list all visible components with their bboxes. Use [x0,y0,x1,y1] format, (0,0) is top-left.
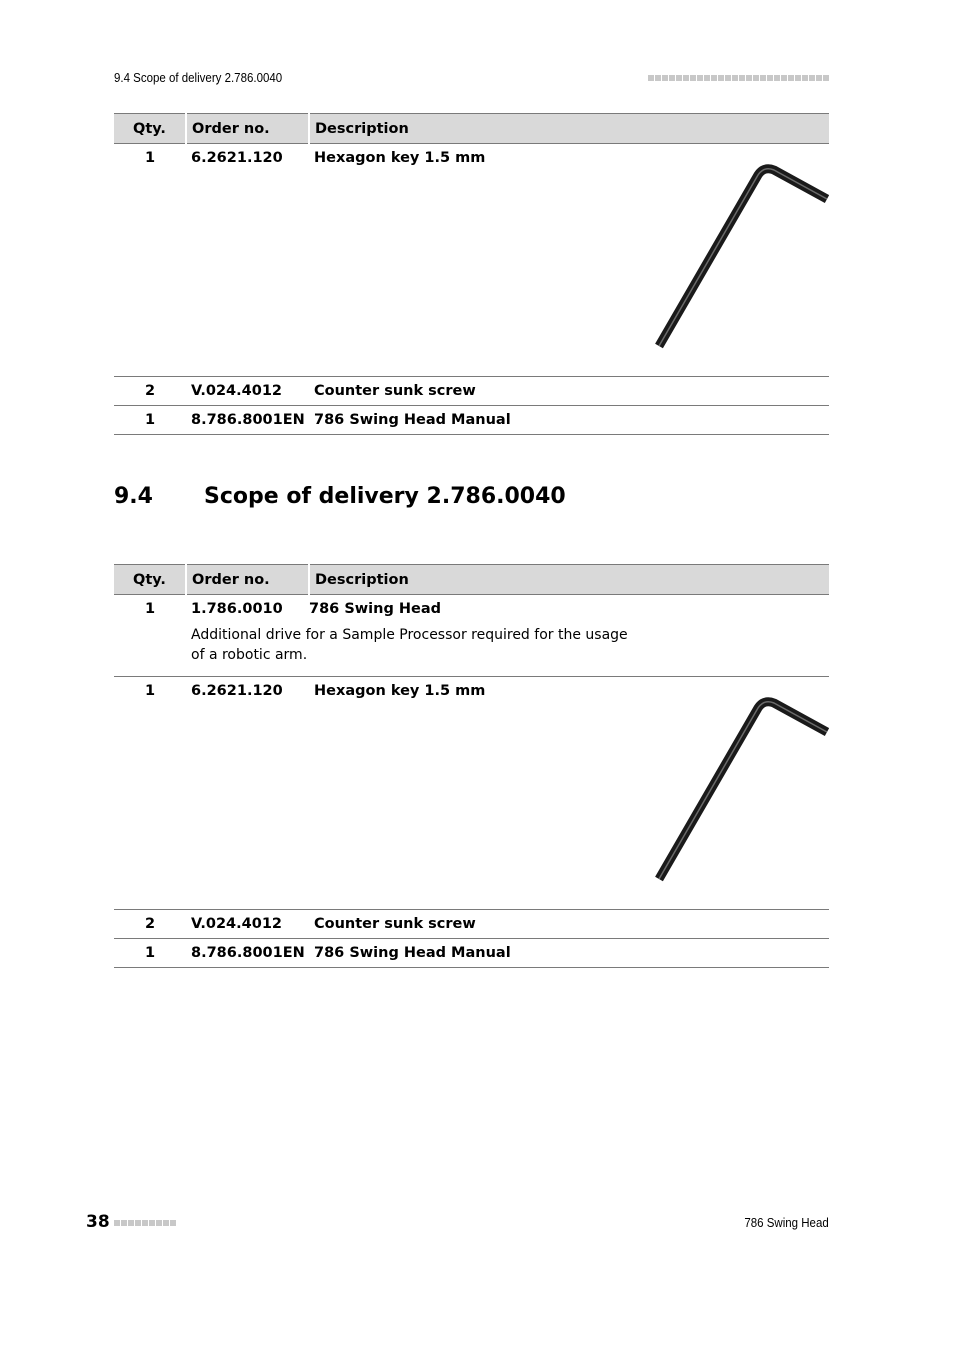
row-order-and-description [186,595,829,677]
table-header-row [114,565,829,595]
header-order-no: Order no. [186,565,309,595]
row-description-cell [309,144,829,377]
row-qty: 2 [114,377,186,406]
row-order-no: 8.786.8001EN [186,939,309,968]
delivery-table-continued [114,113,829,435]
row-order-no: 1.786.0010 [191,601,283,617]
row-order-no: 8.786.8001EN [186,406,309,435]
table-row [114,677,829,910]
table-row [114,939,829,968]
hexagon-key-image [654,162,829,352]
row-description-cell [309,677,829,910]
header-description: Description [309,565,829,595]
row-description: 786 Swing Head Manual [309,406,829,435]
page-number: 38 [86,1212,110,1232]
table-row [114,595,829,677]
running-header: 9.4 Scope of delivery 2.786.0040 [114,71,283,85]
row-note: Additional drive for a Sample Processor required for the usage of a robotic arm. [191,627,628,663]
row-order-no: V.024.4012 [186,910,309,939]
row-description: Hexagon key 1.5 mm [314,150,486,166]
row-description: Counter sunk screw [309,377,829,406]
section-heading [114,484,566,509]
delivery-table [114,564,829,968]
header-qty: Qty. [114,565,186,595]
row-order-no: 6.2621.120 [186,144,309,377]
table-row [114,144,829,377]
row-qty: 1 [114,677,186,910]
header-description: Description [309,114,829,144]
row-description: Hexagon key 1.5 mm [314,683,486,699]
header-order-no: Order no. [186,114,309,144]
footer-decoration [114,1220,176,1226]
row-qty: 1 [114,939,186,968]
row-order-no: V.024.4012 [186,377,309,406]
table-row [114,910,829,939]
row-description: 786 Swing Head Manual [309,939,829,968]
row-qty: 2 [114,910,186,939]
table-header-row [114,114,829,144]
section-title: Scope of delivery 2.786.0040 [204,484,566,509]
row-qty: 1 [114,595,186,677]
table-row [114,406,829,435]
footer-document-title: 786 Swing Head [744,1216,829,1230]
row-qty: 1 [114,144,186,377]
section-number: 9.4 [114,484,153,509]
row-description: Counter sunk screw [309,910,829,939]
row-description: 786 Swing Head [309,601,442,617]
table-row [114,377,829,406]
row-order-no: 6.2621.120 [186,677,309,910]
header-decoration [648,75,829,81]
hexagon-key-image [654,695,829,885]
header-qty: Qty. [114,114,186,144]
row-qty: 1 [114,406,186,435]
